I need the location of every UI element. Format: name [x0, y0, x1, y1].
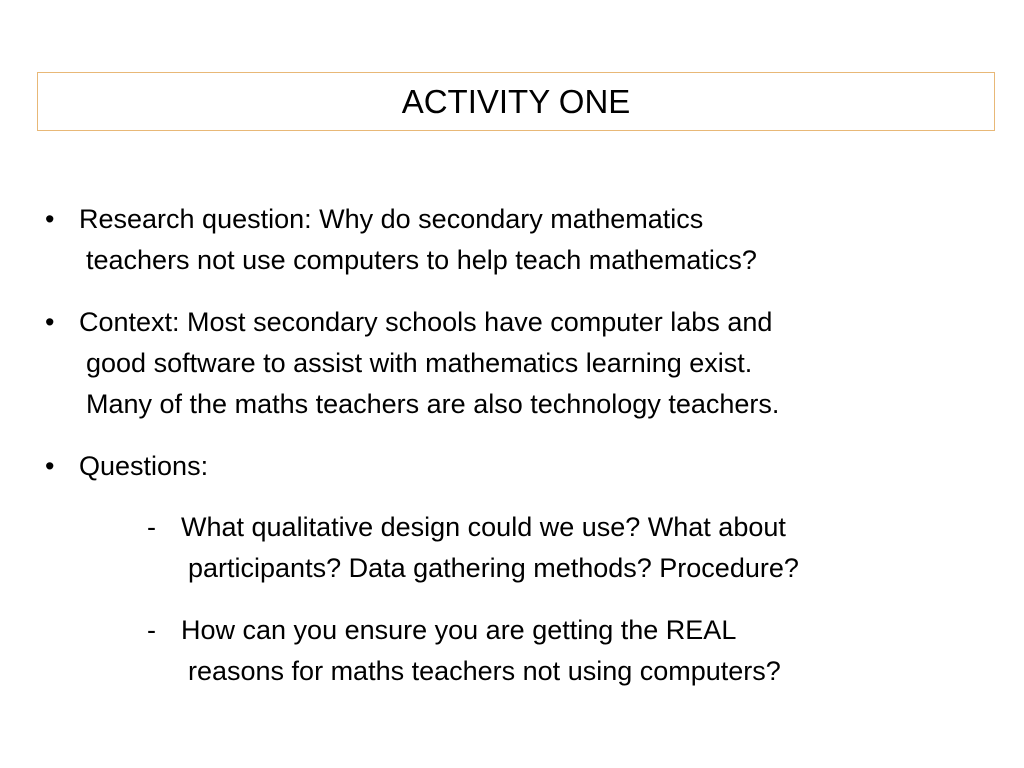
- context-line-3: Many of the maths teachers are also technology teachers.: [86, 389, 780, 419]
- question-2-line-1: How can you ensure you are getting the REAL: [181, 615, 737, 645]
- question-2-line-2: reasons for maths teachers not using computers?: [188, 656, 781, 686]
- context-line-2: good software to assist with mathematics learning exist.: [86, 348, 753, 378]
- question-1-line-2: participants? Data gathering methods? Procedure?: [188, 553, 799, 583]
- dash-marker: -: [147, 512, 156, 542]
- bullet-marker: •: [45, 451, 55, 481]
- question-1-text: [181, 507, 799, 589]
- slide-title: ACTIVITY ONE: [401, 83, 631, 120]
- research-question-text: [79, 199, 757, 281]
- title-box: [37, 72, 995, 131]
- question-1-line-1: What qualitative design could we use? What about: [181, 512, 786, 542]
- questions-label: Questions:: [79, 451, 209, 481]
- research-line-1: Research question: Why do secondary mathematics: [79, 204, 704, 234]
- context-text: [79, 302, 779, 425]
- dash-marker: -: [147, 615, 156, 645]
- bullet-marker: •: [45, 204, 55, 234]
- context-line-1: Context: Most secondary schools have computer labs and: [79, 307, 773, 337]
- question-2-text: [181, 610, 781, 692]
- bullet-marker: •: [45, 307, 55, 337]
- research-line-2: teachers not use computers to help teach mathematics?: [86, 245, 757, 275]
